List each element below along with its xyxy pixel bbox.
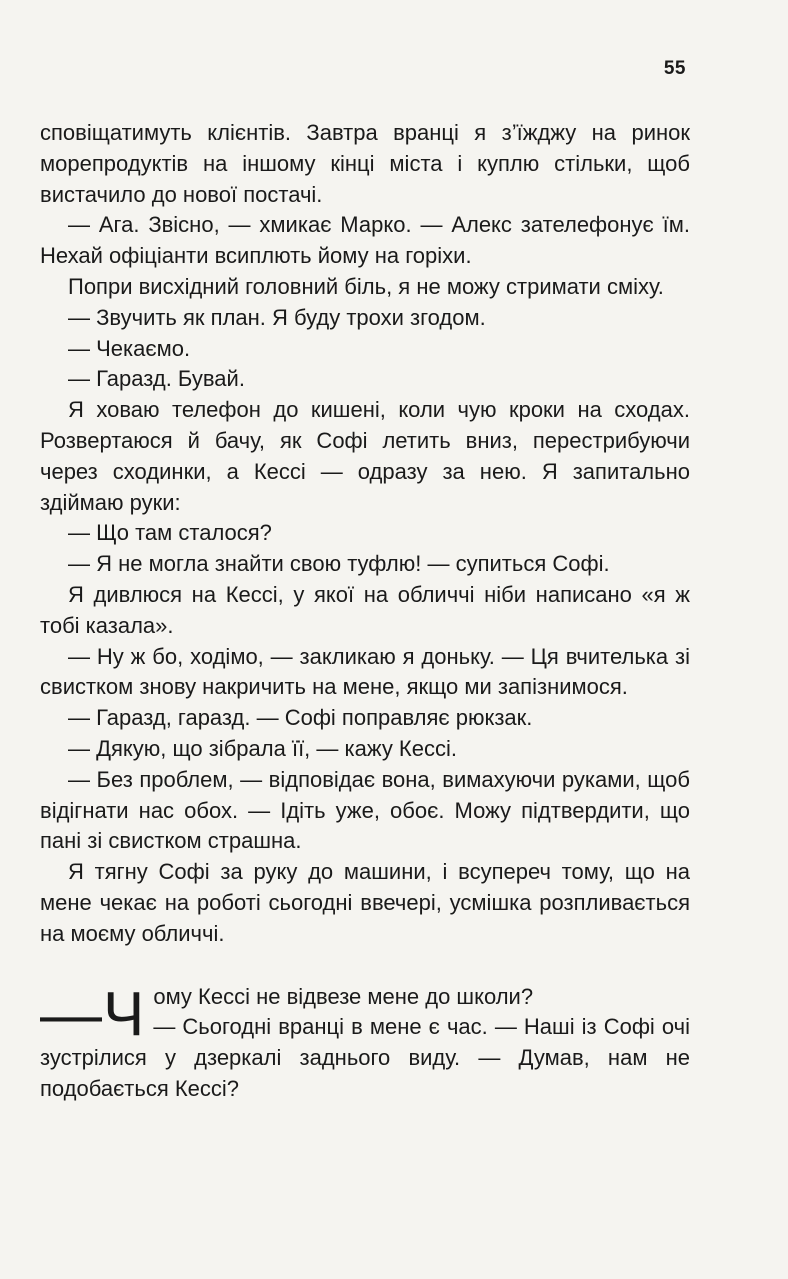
chapter-first-line: ому Кессі не відвезе мене до школи?	[153, 983, 534, 1009]
section-break	[40, 950, 690, 982]
paragraph: Попри висхідний головний біль, я не можу стримати сміху.	[68, 273, 664, 299]
paragraph: — Звучить як план. Я буду трохи згодом.	[68, 304, 486, 330]
body-text	[40, 118, 690, 1105]
page-number: 55	[663, 58, 686, 79]
chapter-start	[40, 979, 690, 1105]
paragraph: Я дивлюся на Кессі, у якої на обличчі ніби написано «я ж тобі казала».	[40, 581, 690, 638]
paragraph: — Ну ж бо, ходімо, — закликаю я доньку. — Ця вчителька зі свистком знову накричить на мене, якщо ми запізнимося.	[40, 643, 690, 700]
paragraph: — Ага. Звісно, — хмикає Марко. — Алекс зателефонує їм. Нехай офіціанти всиплють йому на горіхи.	[40, 212, 690, 269]
drop-cap: —Ч	[40, 979, 146, 1049]
paragraph-continued: сповіщатимуть клієнтів. Завтра вранці я з’їжджу на ринок морепродуктів на іншому кінці міста і куплю стільки, щоб вистачило до нової постачі.	[40, 120, 690, 207]
paragraph: — Гаразд. Бувай.	[68, 366, 245, 392]
chapter-continuation: — Сьогодні вранці в мене є час. — Наші із Софі очі зустрілися у дзеркалі заднього виду. — Думав, нам не подобається Кессі?	[40, 1014, 690, 1101]
paragraph: — Я не могла знайти свою туфлю! — супиться Софі.	[68, 551, 610, 577]
paragraph: — Дякую, що зібрала її, — кажу Кессі.	[68, 735, 457, 761]
paragraph: — Що там сталося?	[68, 520, 272, 546]
paragraph: — Без проблем, — відповідає вона, вимахуючи руками, щоб відігнати нас обох. — Ідіть уже, обоє. Можу підтвердити, що пані зі свистком страшна.	[40, 766, 690, 854]
paragraph: Я ховаю телефон до кишені, коли чую кроки на сходах. Розвертаюся й бачу, як Софі летить вниз, перестрибуючи через сходинки, а Кессі — одразу за нею. Я запитально здіймаю руки:	[40, 397, 690, 515]
paragraph: Я тягну Софі за руку до машини, і всупереч тому, що на мене чекає на роботі сьогодні ввечері, усмішка розпливається на моєму обличчі.	[40, 859, 690, 946]
paragraph: — Чекаємо.	[68, 335, 191, 361]
paragraph: — Гаразд, гаразд. — Софі поправляє рюкзак.	[68, 705, 533, 731]
